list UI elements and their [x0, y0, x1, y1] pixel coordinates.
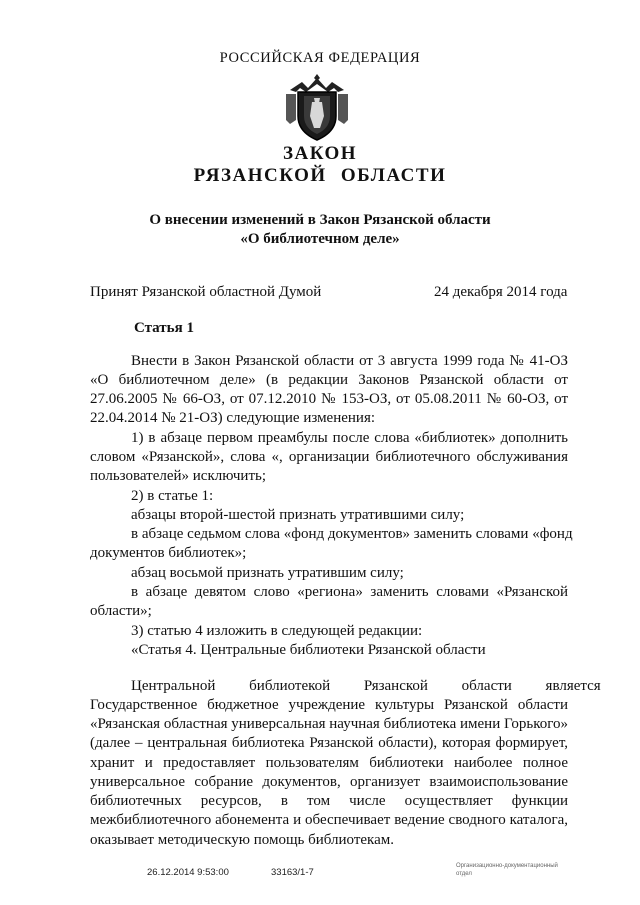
text-line: 2) в статье 1:: [131, 488, 214, 504]
text-line: абзац восьмой признать утратившим силу;: [131, 565, 404, 581]
text-line: 1) в абзаце первом преамбулы после слова «библиотек» дополнить: [131, 430, 568, 446]
text-line: абзацы второй-шестой признать утратившими силу;: [131, 507, 465, 523]
footer-reg-number: 33163/1-7: [271, 867, 314, 878]
footer-department: Организационно-документационный: [456, 863, 558, 869]
law-subject: О внесении изменений в Закон Рязанской области: [149, 212, 491, 228]
text-line: 27.06.2005 № 66-ОЗ, от 07.12.2010 № 153-ОЗ, от 05.08.2011 № 60-ОЗ, от: [90, 391, 568, 407]
coat-of-arms-icon: [282, 72, 352, 142]
text-line: «Статья 4. Центральные библиотеки Рязанской области: [131, 642, 486, 658]
accepted-by: Принят Рязанской областной Думой: [90, 284, 322, 300]
text-line: «Рязанская областная универсальная научная библиотека имени Горького»: [90, 716, 568, 732]
law-region: РЯЗАНСКОЙ ОБЛАСТИ: [193, 165, 447, 186]
text-line: оказывает методическую помощь библиотекам.: [90, 832, 395, 848]
text-line: 3) статью 4 изложить в следующей редакции:: [131, 623, 423, 639]
text-line: пользователей» исключить;: [90, 468, 267, 484]
adoption-date: 24 декабря 2014 года: [434, 284, 568, 300]
text-line: Центральной библиотекой Рязанской области является: [131, 678, 601, 694]
law-title: ЗАКОН: [282, 143, 358, 164]
text-line: универсальное собрание документов, организует взаимоиспользование: [90, 774, 568, 790]
law-subject-name: «О библиотечном деле»: [240, 231, 400, 247]
text-line: области»;: [90, 603, 152, 619]
article-title: Статья 1: [134, 320, 194, 336]
footer-department-sub: отдел: [456, 871, 472, 877]
footer-timestamp: 26.12.2014 9:53:00: [147, 867, 229, 878]
text-line: библиотечных ресурсов, в том числе осуществляет функции: [90, 793, 568, 809]
text-line: в абзаце седьмом слова «фонд документов» заменить словами «фонд: [131, 526, 573, 542]
text-line: в абзаце девятом слово «региона» заменить словами «Рязанской: [131, 584, 568, 600]
text-line: хранит и предоставляет пользователям библиотеки наиболее полное: [90, 755, 568, 771]
text-line: словом «Рязанской», слова «, организации библиотечного обслуживания: [90, 449, 568, 465]
text-line: 22.04.2014 № 21-ОЗ) следующие изменения:: [90, 410, 376, 426]
text-line: (далее – центральная библиотека Рязанской области), которая формирует,: [90, 735, 568, 751]
federation-heading: РОССИЙСКАЯ ФЕДЕРАЦИЯ: [219, 50, 421, 66]
text-line: документов библиотек»;: [90, 545, 247, 561]
text-line: «О библиотечном деле» (в редакции Законов Рязанской области от: [90, 372, 568, 388]
text-line: Внести в Закон Рязанской области от 3 августа 1999 года № 41-ОЗ: [131, 353, 568, 369]
text-line: межбиблиотечного абонемента и обеспечивает ведение сводного каталога,: [90, 812, 568, 828]
text-line: Государственное бюджетное учреждение культуры Рязанской области: [90, 697, 568, 713]
